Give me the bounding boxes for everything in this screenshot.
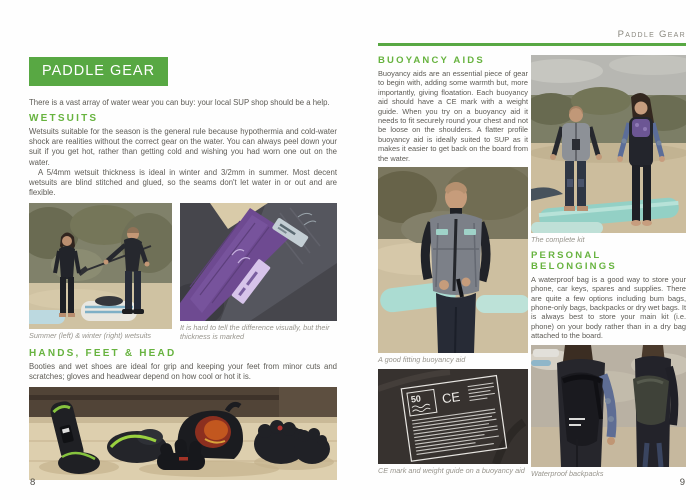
- heading-hands-feet-head: HANDS, FEET & HEAD: [29, 348, 177, 360]
- chapter-title-box: [29, 57, 168, 86]
- heading-buoyancy-aids: BUOYANCY AIDS: [378, 55, 485, 66]
- ce-rating-text: 50: [410, 393, 422, 405]
- photo-wetsuit-thickness-closeup: [180, 203, 337, 321]
- figure-boots-gloves: [29, 387, 337, 480]
- right-page-left-column: [378, 55, 528, 476]
- buoyancy-paragraph: Buoyancy aids are an essential piece of gear to begin with, adding some warmth but, more importantly, giving floatation. Each buoyancy aid should have a CE mark with a weight guide. When you try on a buoyancy aid it needs to fit securely round your chest and not be loose on the shoulders. A flatter profile buoyancy aid is ideally suited to SUP as it makes it easier to get back on the board from the water.: [378, 69, 528, 163]
- heading-personal-belongings: PERSONAL BELONGINGS: [531, 249, 617, 272]
- heading-wetsuits: WETSUITS: [29, 113, 99, 124]
- figure-wetsuit-pair: [29, 203, 172, 341]
- ce-mark-text: CE: [441, 388, 462, 407]
- figure-ce-mark: [378, 369, 528, 476]
- running-header: Paddle Gear: [617, 29, 686, 40]
- photo-summer-winter-wetsuits: [29, 203, 172, 329]
- hands-paragraph: Booties and wet shoes are ideal for grip and keeping your feet from minor cuts and scratches; gloves and headwear depend on how cool or hot it is.: [29, 362, 337, 382]
- caption-wetsuit-pair: Summer (left) & winter (right) wetsuits: [29, 331, 152, 341]
- page-number-left: 8: [30, 477, 36, 488]
- caption-wetsuit-thickness: It is hard to tell the difference visually, but their thickness is marked: [180, 323, 330, 342]
- photo-waterproof-backpacks: [531, 345, 686, 467]
- figure-buoyancy-aid: [378, 167, 528, 365]
- photo-boots-hood-gloves: [29, 387, 337, 480]
- page-number-right: 9: [679, 477, 685, 488]
- right-page: [378, 0, 686, 500]
- wetsuits-paragraph-1: Wetsuits suitable for the season is the general rule because hypothermia and cold-water shock are realities without the correct gear on the water. You can always peel down your suit if you get hot, rather than getting cold and wishing you had worn one out on the water.: [29, 127, 337, 167]
- caption-complete-kit: The complete kit: [531, 235, 585, 244]
- caption-good-fitting: A good fitting buoyancy aid: [378, 355, 466, 365]
- caption-ce-mark: CE mark and weight guide on a buoyancy aid: [378, 465, 525, 475]
- wetsuit-photo-row: [29, 203, 337, 342]
- photo-ce-mark-label: [378, 369, 528, 464]
- caption-backpacks: Waterproof backpacks: [531, 468, 604, 478]
- personal-paragraph: A waterproof bag is a good way to store your phone, car keys, spares and supplies. There are quite a few options including bum bags, phone-only bags, backpacks or dry wet bags. It is always best to store your main kit (i.e. phone) on your body rather than in a dry bag attached to the board.: [531, 274, 686, 341]
- header-rule: [378, 43, 686, 46]
- right-page-right-column: [531, 55, 686, 478]
- intro-text: There is a vast array of water wear you can buy: your local SUP shop should be a help.: [29, 98, 330, 107]
- photo-man-fitting-buoyancy-aid: [378, 167, 528, 353]
- wetsuits-paragraph-2: A 5/4mm wetsuit thickness is ideal in winter and 3/2mm in summer. Most decent wetsuits are blind stitched and glued, so the seams don't let water in or out and are flexible.: [29, 167, 337, 198]
- chapter-title: PADDLE GEAR: [42, 63, 156, 79]
- figure-waterproof-backpacks: [531, 345, 686, 479]
- figure-wetsuit-closeup: [180, 203, 337, 342]
- photo-complete-kit: [531, 55, 686, 233]
- figure-complete-kit: [531, 55, 686, 245]
- left-page: [29, 0, 337, 500]
